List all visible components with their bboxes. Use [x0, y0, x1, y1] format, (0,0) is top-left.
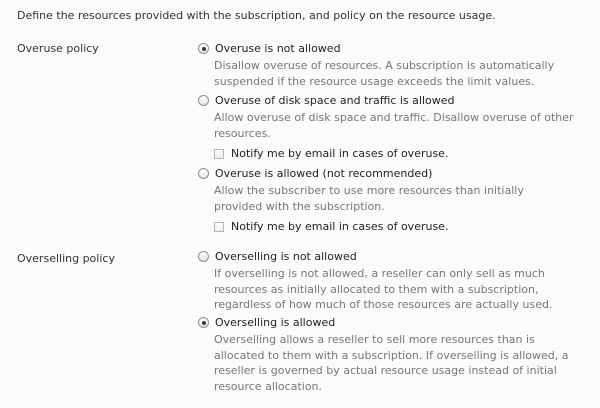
overuse-allowed-radio[interactable] — [198, 168, 209, 179]
overselling-not-allowed-description: If overselling is not allowed, a reseller can only sell as much resources as initially allocated to them with a subscription, regardless of how much of those resources are actually used. — [214, 267, 553, 311]
overuse-allowed-notify-checkbox[interactable] — [214, 222, 224, 232]
overuse-not-allowed-description: Disallow overuse of resources. A subscription is automatically suspended if the resource usage exceeds the limit values. — [214, 59, 555, 88]
overuse-allowed-option[interactable] — [198, 167, 432, 180]
overuse-allowed-label: Overuse is allowed (not recommended) — [215, 167, 433, 180]
overselling-not-allowed-option[interactable] — [198, 250, 357, 263]
overuse-allowed-notify-label: Notify me by email in cases of overuse. — [231, 220, 449, 233]
overuse-not-allowed-label: Overuse is not allowed — [215, 42, 341, 55]
overselling-not-allowed-label: Overselling is not allowed — [215, 250, 357, 263]
overuse-allowed-description: Allow the subscriber to use more resources than initially provided with the subscription. — [214, 184, 524, 213]
intro-text: Define the resources provided with the subscription, and policy on the resource usage. — [17, 9, 496, 22]
overuse-disk-traffic-description: Allow overuse of disk space and traffic. Disallow overuse of other resources. — [214, 111, 574, 140]
overselling-allowed-label: Overselling is allowed — [215, 316, 336, 329]
overuse-disk-traffic-option[interactable] — [198, 94, 455, 107]
overuse-disk-traffic-label: Overuse of disk space and traffic is allowed — [215, 94, 455, 107]
overuse-disk-traffic-notify-label: Notify me by email in cases of overuse. — [231, 147, 449, 160]
overselling-allowed-description: Overselling allows a reseller to sell more resources than is allocated to them with a subscription. If overselling is allowed, a reseller is governed by actual resource usage instead of initial resource allocation. — [214, 333, 569, 393]
overselling-allowed-radio[interactable] — [198, 317, 209, 328]
overuse-disk-traffic-notify-checkbox[interactable] — [214, 149, 224, 159]
overuse-disk-traffic-radio[interactable] — [198, 95, 209, 106]
overuse-disk-traffic-notify[interactable] — [214, 147, 448, 160]
overuse-not-allowed-option[interactable] — [198, 42, 341, 55]
overuse-policy-label: Overuse policy — [17, 42, 99, 55]
overuse-not-allowed-radio[interactable] — [198, 43, 209, 54]
overselling-not-allowed-radio[interactable] — [198, 251, 209, 262]
overuse-allowed-notify[interactable] — [214, 220, 448, 233]
overselling-allowed-option[interactable] — [198, 316, 335, 329]
overselling-policy-label: Overselling policy — [17, 252, 115, 265]
